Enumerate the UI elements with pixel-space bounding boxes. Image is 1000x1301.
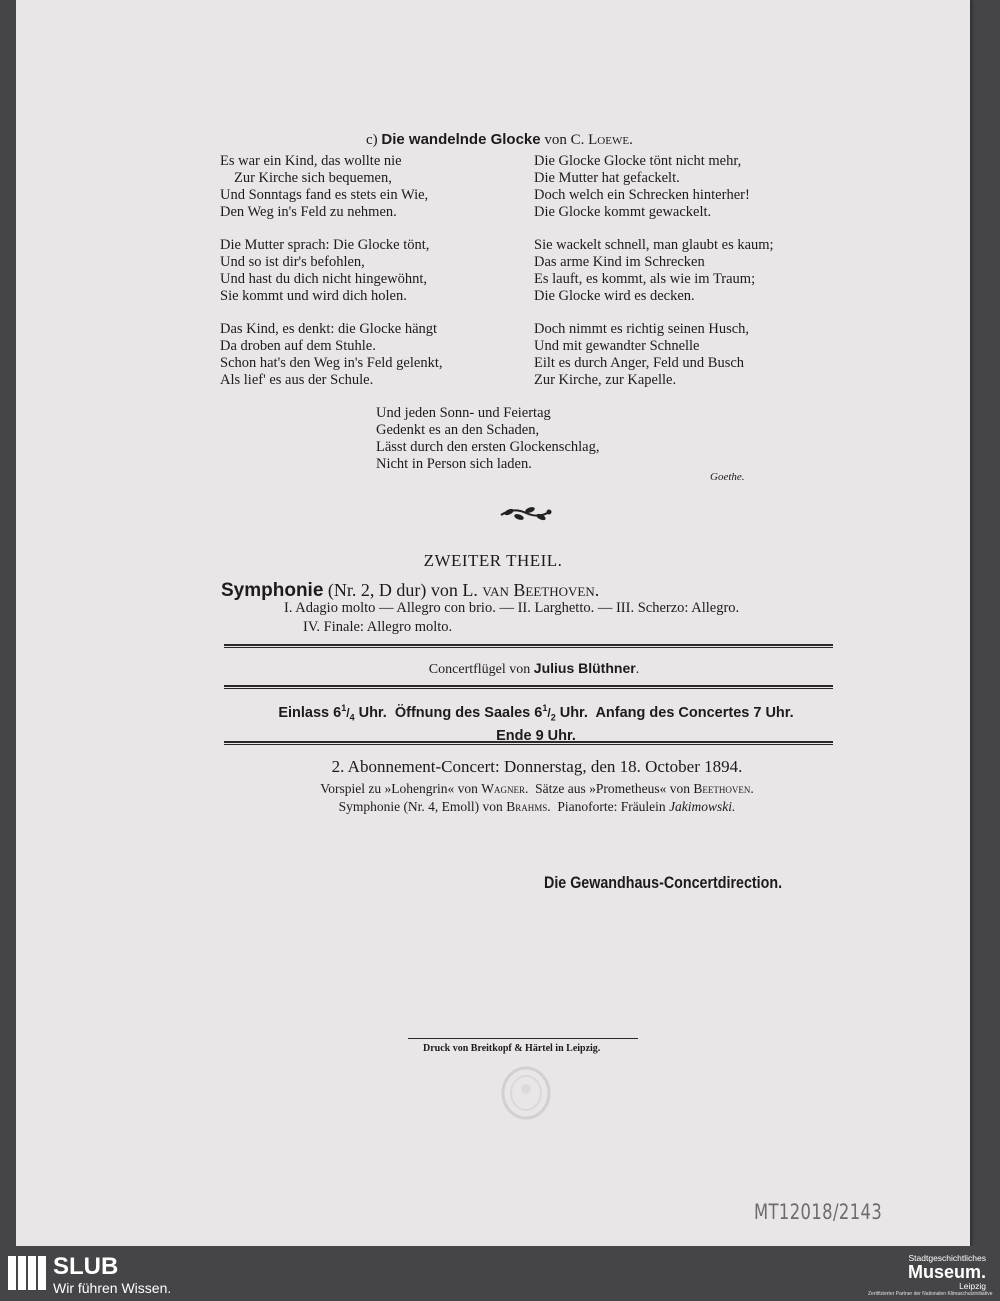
stanza-right-1: [534, 153, 750, 221]
stanza-right-2: [534, 237, 774, 305]
piano-maker: Julius Blüthner: [533, 660, 636, 676]
symphony-details: (Nr. 2, D dur) von L.: [327, 580, 478, 600]
verse-line: Da droben auf dem Stuhle.: [220, 338, 376, 354]
movements-line-1: I. Adagio molto — Allegro con brio. — II. Larghetto. — III. Scherzo: Allegro.: [284, 600, 740, 616]
part-heading: ZWEITER THEIL.: [423, 551, 563, 570]
verse-line: Und jeden Sonn- und Feiertag: [376, 405, 551, 421]
verse-line: Das arme Kind im Schrecken: [534, 254, 705, 270]
slub-wordmark: SLUB: [53, 1253, 119, 1280]
next-concert-title: 2. Abonnement-Concert: Donnerstag, den 18. October 1894.: [331, 757, 743, 776]
song-by: von: [544, 132, 567, 148]
verse-line: Schon hat's den Weg in's Feld gelenkt,: [220, 355, 443, 371]
verse-line: Als lief' es aus der Schule.: [220, 372, 374, 388]
verse-line: Und hast du dich nicht hingewöhnt,: [220, 271, 428, 287]
symphony-title: Symphonie: [221, 580, 324, 601]
museum-city: Leipzig: [959, 1281, 986, 1291]
song-title-text: Die wandelnde Glocke: [381, 131, 541, 148]
stanza-right-3: [534, 321, 749, 389]
embossed-stamp-icon: [500, 1065, 552, 1126]
concert-direction: Die Gewandhaus-Concertdirection.: [544, 873, 783, 892]
verse-line: Gedenkt es an den Schaden,: [376, 422, 540, 438]
verse-line: Zur Kirche, zur Kapelle.: [534, 372, 677, 388]
verse-line: Und so ist dir's befohlen,: [220, 254, 365, 270]
footer-bar: [0, 1246, 1000, 1301]
next-program-line-2: Symphonie (Nr. 4, Emoll) von Brahms. Pianoforte: Fräulein Jakimowski.: [338, 799, 736, 814]
divider: [224, 741, 833, 745]
museum-subtitle: Stadtgeschichtliches: [908, 1253, 986, 1263]
verse-line: Doch welch ein Schrecken hinterher!: [534, 187, 750, 203]
slub-logo-icon: [8, 1256, 46, 1295]
piano-line: Concertflügel von Julius Blüthner.: [428, 660, 640, 677]
stanza-left-3: [220, 321, 442, 389]
verse-line: Die Glocke wird es decken.: [534, 288, 695, 304]
verse-line: Es war ein Kind, das wollte nie: [220, 153, 402, 169]
slub-tagline: Wir führen Wissen.: [53, 1280, 172, 1296]
song-composer: C. Loewe: [570, 132, 630, 148]
song-title: c) Die wandelnde Glocke von C. Loewe.: [366, 131, 633, 148]
verse-line: Das Kind, es denkt: die Glocke hängt: [220, 321, 438, 337]
printer-line: Druck von Breitkopf & Härtel in Leipzig.: [423, 1043, 601, 1054]
verse-line: Sie kommt und wird dich holen.: [220, 288, 407, 304]
shelfmark: MT12018/2143: [754, 1200, 883, 1224]
floral-ornament-icon: [497, 503, 555, 528]
document-page: [16, 0, 970, 1246]
verse-line: Nicht in Person sich laden.: [376, 456, 532, 472]
verse-line: Lässt durch den ersten Glockenschlag,: [376, 439, 600, 455]
divider: [224, 644, 833, 648]
verse-line: Zur Kirche sich bequemen,: [234, 170, 392, 186]
times-block: [16, 699, 1000, 745]
times-line-1: Einlass $6^1/_4$ Uhr. Öffnung des Saales $6^1/_2$ Uhr. Anfang des Concertes 7 Uhr.: [278, 703, 794, 723]
verse-line: Und Sonntags fand es stets ein Wie,: [220, 187, 429, 203]
verse-line: Den Weg in's Feld zu nehmen.: [220, 204, 397, 220]
symphony-composer: van Beethoven.: [482, 580, 600, 600]
next-program-line-1: Vorspiel zu »Lohengrin« von Wagner. Sätze aus »Prometheus« von Beethoven.: [320, 781, 754, 796]
divider: [224, 685, 833, 689]
verse-line: Die Mutter hat gefackelt.: [534, 170, 680, 186]
times-line-2: Ende 9 Uhr.: [496, 727, 576, 744]
verse-line: Sie wackelt schnell, man glaubt es kaum;: [534, 237, 774, 253]
museum-name: Museum.: [907, 1262, 986, 1282]
stanza-final: [376, 405, 599, 473]
verse-line: Doch nimmt es richtig seinen Husch,: [534, 321, 750, 337]
verse-line: Und mit gewandter Schnelle: [534, 338, 700, 354]
song-prefix: c): [366, 132, 378, 148]
movements-line-2: IV. Finale: Allegro molto.: [303, 619, 453, 635]
verse-line: Es lauft, es kommt, als wie im Traum;: [534, 271, 756, 287]
poem-author: Goethe.: [710, 471, 745, 483]
verse-line: Eilt es durch Anger, Feld und Busch: [534, 355, 745, 371]
verse-line: Die Glocke Glocke tönt nicht mehr,: [534, 153, 742, 169]
verse-line: Die Mutter sprach: Die Glocke tönt,: [220, 237, 430, 253]
printer-rule: [408, 1038, 638, 1039]
museum-note: Zertifizierter Partner der Nationalen Klimaschutzinitiative: [868, 1291, 993, 1297]
piano-prefix: Concertflügel von: [428, 662, 531, 677]
symphony-line: [221, 580, 599, 602]
next-program: [16, 780, 1000, 816]
museum-logo: [868, 1253, 993, 1297]
stanza-left-1: [220, 153, 428, 221]
stanza-left-2: [220, 237, 429, 305]
verse-line: Die Glocke kommt gewackelt.: [534, 204, 712, 220]
